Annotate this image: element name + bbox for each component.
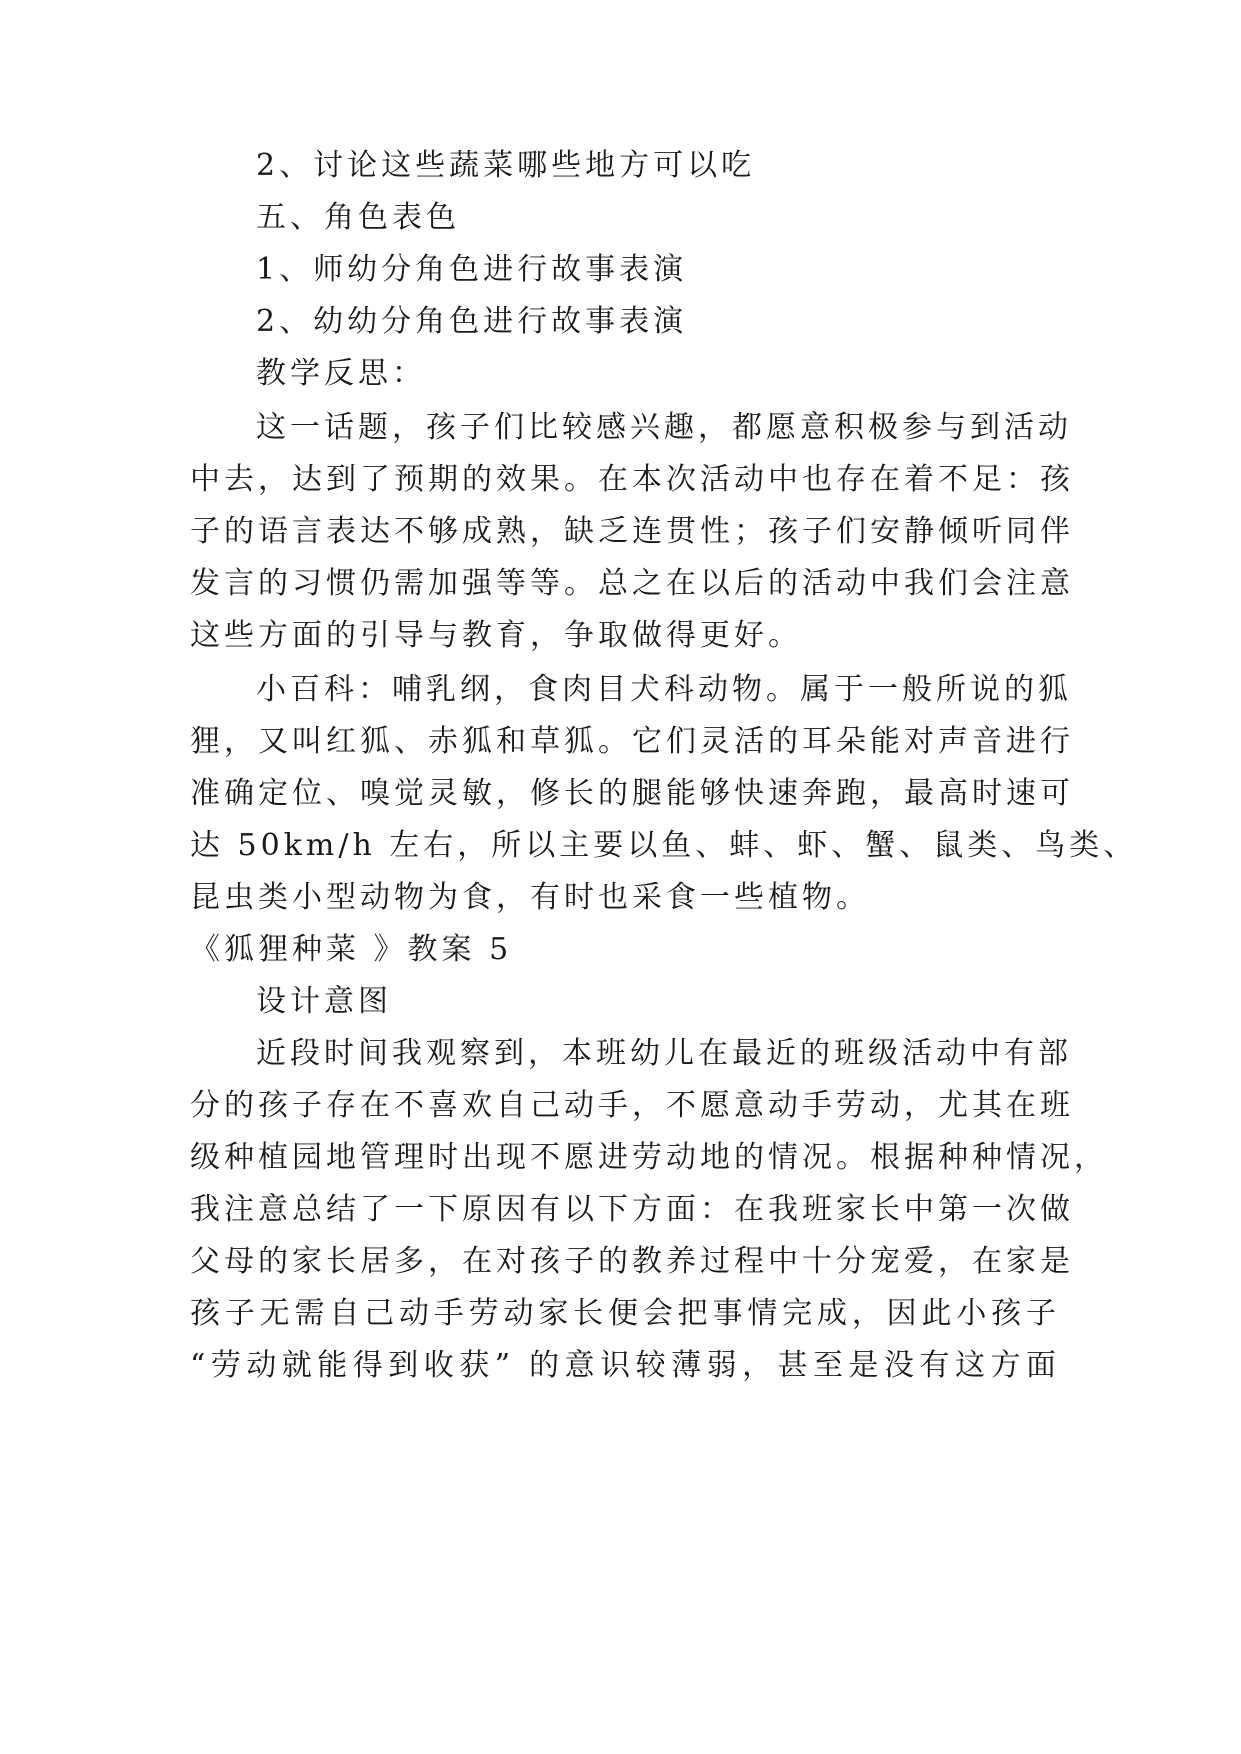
paragraph-line: 近段时间我观察到，本班幼儿在最近的班级活动中有部 [256, 1036, 1072, 1071]
paragraph-line: 这一话题，孩子们比较感兴趣，都愿意积极参与到活动 [256, 410, 1072, 445]
paragraph-line: 准确定位、嗅觉灵敏，修长的腿能够快速奔跑，最高时速可 [190, 776, 1074, 811]
paragraph-line: 这些方面的引导与教育，争取做得更好。 [190, 618, 802, 653]
paragraph-line: 父母的家长居多，在对孩子的教养过程中十分宠爱，在家是 [190, 1244, 1074, 1279]
section-title-lesson-plan-5: 《狐狸种菜 》教案 5 [190, 932, 513, 967]
paragraph-line: 小百科：哺乳纲，食肉目犬科动物。属于一般所说的狐 [256, 672, 1072, 707]
section-heading-role-play: 五、角色表色 [256, 200, 460, 235]
list-item-child-child-play: 2、幼幼分角色进行故事表演 [256, 304, 688, 339]
paragraph-line: 狸，又叫红狐、赤狐和草狐。它们灵活的耳朵能对声音进行 [190, 724, 1074, 759]
paragraph-line: 达 50km/h 左右，所以主要以鱼、蚌、虾、蟹、鼠类、鸟类、 [190, 828, 1138, 863]
paragraph-line: 发言的习惯仍需加强等等。总之在以后的活动中我们会注意 [190, 566, 1074, 601]
list-item-discuss-vegetables: 2、讨论这些蔬菜哪些地方可以吃 [256, 148, 756, 183]
paragraph-line: 级种植园地管理时出现不愿进劳动地的情况。根据种种情况， [190, 1140, 1108, 1175]
paragraph-line: 子的语言表达不够成熟，缺乏连贯性；孩子们安静倾听同伴 [190, 514, 1074, 549]
paragraph-line: 我注意总结了一下原因有以下方面：在我班家长中第一次做 [190, 1192, 1074, 1227]
paragraph-line: 中去，达到了预期的效果。在本次活动中也存在着不足：孩 [190, 462, 1074, 497]
section-heading-design-intent: 设计意图 [256, 984, 392, 1019]
section-heading-reflection: 教学反思： [256, 356, 426, 391]
list-item-teacher-child-play: 1、师幼分角色进行故事表演 [256, 252, 688, 287]
paragraph-line: “劳动就能得到收获” 的意识较薄弱，甚至是没有这方面 [190, 1348, 1060, 1383]
paragraph-line: 孩子无需自己动手劳动家长便会把事情完成，因此小孩子 [190, 1296, 1060, 1331]
paragraph-line: 分的孩子存在不喜欢自己动手，不愿意动手劳动，尤其在班 [190, 1088, 1074, 1123]
paragraph-line: 昆虫类小型动物为食，有时也采食一些植物。 [190, 880, 870, 915]
